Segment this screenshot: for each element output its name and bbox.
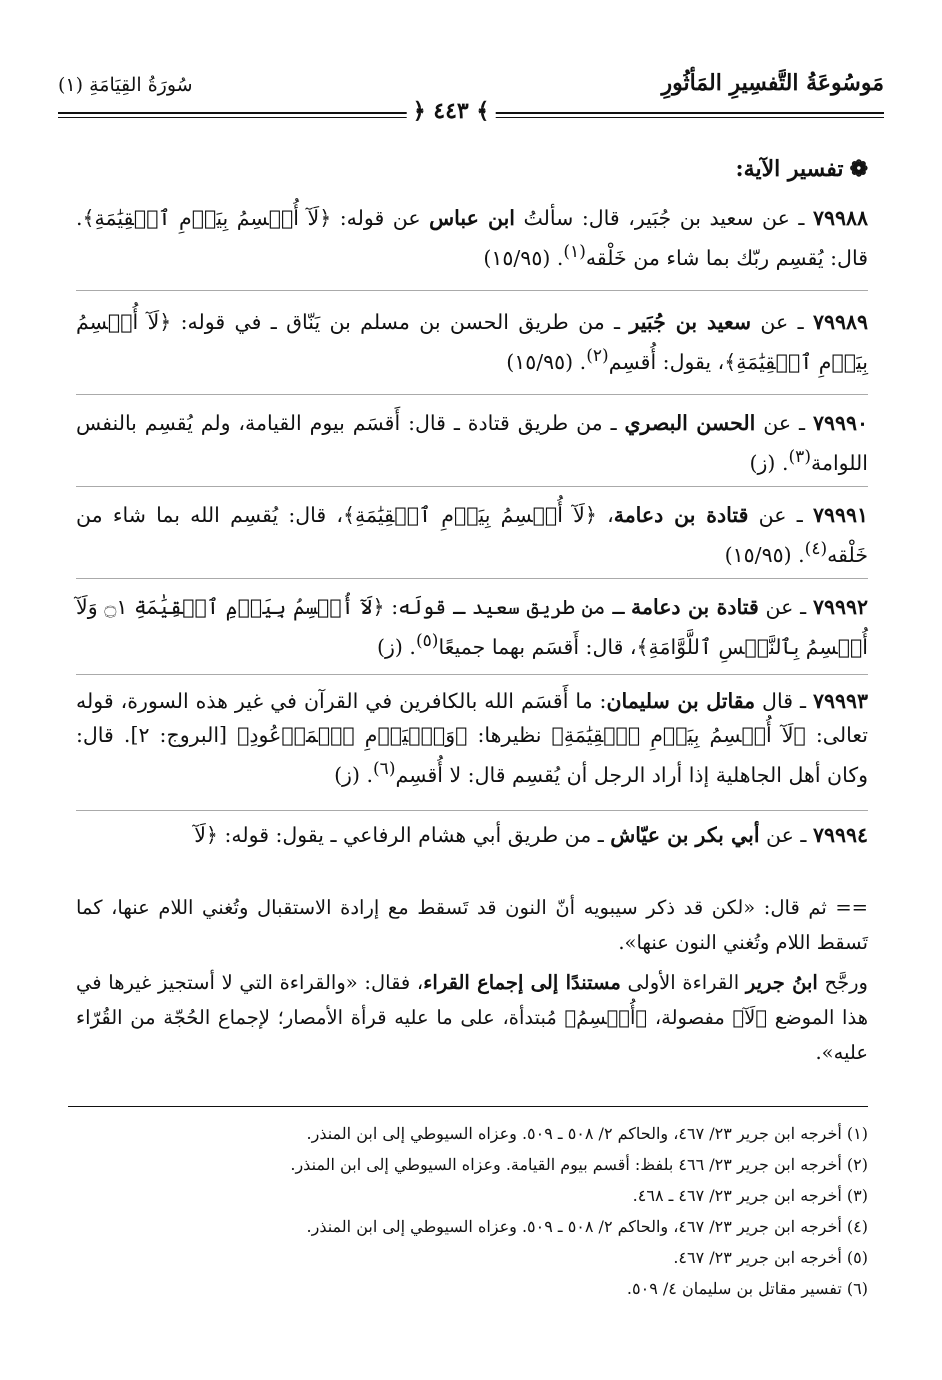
footnote-ref[interactable]: (٤) bbox=[804, 539, 828, 559]
entry-text: ـ من طريق أبي هشام الرفاعي ـ يقول: قوله: ﴿لَآ bbox=[194, 823, 611, 847]
entry-reference: . (ز) bbox=[749, 450, 789, 475]
entry-text: ـ عن bbox=[751, 310, 813, 334]
entry-number: ٧٩٩٨٨ bbox=[812, 206, 868, 230]
entry-reference: . (ز) bbox=[334, 762, 373, 787]
footnote-3: (٣) أخرجه ابن جرير ٢٣/ ٤٦٧ ـ ٤٦٨. bbox=[632, 1186, 868, 1205]
footnote-4: (٤) أخرجه ابن جرير ٢٣/ ٤٦٧، والحاكم ٢/ ٥٠٨ ـ ٥٠٩. وعزاه السيوطي إلى ابن المنذر. bbox=[306, 1217, 868, 1236]
narrator-name: مقاتل بن سليمان bbox=[606, 689, 756, 713]
footnote-ref[interactable]: (٢) bbox=[586, 346, 609, 366]
note-paragraph-1: == ثم قال: «لكن قد ذكر سيبويه أنّ النون قد تَسقط مع إرادة الاستقبال وتُغني اللام عنها، كما تَسقط اللام وتُغني النون عنها». bbox=[76, 896, 868, 954]
entry-text: ـ عن bbox=[758, 595, 813, 619]
narrator-name: قتادة بن دعامة bbox=[613, 503, 749, 527]
narrator-name: ابن عباس bbox=[429, 206, 515, 230]
footnote-rule bbox=[68, 1106, 868, 1107]
entry-number: ٧٩٩٩٤ bbox=[812, 823, 868, 847]
section-title: تفسير الآية: bbox=[735, 156, 844, 182]
footnote-6: (٦) تفسير مقاتل بن سليمان ٤/ ٥٠٩. bbox=[626, 1279, 868, 1298]
note-text: القراءة الأولى bbox=[620, 971, 746, 994]
section-heading bbox=[736, 156, 868, 182]
footnote-ref[interactable]: (٣) bbox=[788, 447, 811, 467]
footnote-2: (٢) أخرجه ابن جرير ٢٣/ ٤٦٦ بلفظ: أقسم بيوم القيامة. وعزاه السيوطي إلى ابن المنذر. bbox=[290, 1155, 868, 1174]
narrator-name: قتادة بن دعامة bbox=[630, 595, 759, 619]
entry-text: ـ من طريق الحسن بن مسلم بن يَنّاق ـ في قوله: ﴿لَآ أُقۡسِمُ بِيَوۡمِ ٱلۡقِيَٰمَةِ﴾، يقول: أُقسِم bbox=[76, 310, 868, 374]
footnote-ref[interactable]: (١) bbox=[563, 242, 586, 262]
entry-79992 bbox=[76, 590, 868, 664]
entry-number: ٧٩٩٩٠ bbox=[812, 411, 868, 435]
entry-79990 bbox=[76, 406, 868, 480]
narrator-name: أبي بكر بن عيّاش bbox=[610, 823, 760, 847]
scholar-name: ابنُ جرير bbox=[745, 971, 818, 994]
entry-text: : ما أَقسَم الله بالكافرين في القرآن في غير هذه السورة، قوله تعالى: ﴿لَآ أُقۡسِمُ بِيَوۡمِ ٱلۡقِيَٰمَةِ﴾ نظيرها: ﴿وَٱلۡيَوۡمِ ٱلۡمَوۡعُودِ﴾ [البروج: ٢]. قال: وكان أهل الجاهلية إذا أراد الرجل أن يُقسِم قال: لا أُقسِم bbox=[76, 689, 868, 787]
entry-text: ـ من طريق قتادة ـ قال: أَقسَم بيوم القيامة، ولم يُقسِم بالنفس اللوامة bbox=[76, 411, 868, 475]
book-title: مَوسُوعَةُ التَّفسِيرِ المَأثُورِ bbox=[661, 70, 884, 96]
entry-reference: . (ز) bbox=[377, 634, 416, 659]
note-text: ورجَّح bbox=[817, 971, 868, 994]
entry-divider bbox=[76, 290, 868, 291]
entry-reference: . (١٥/٩٥) bbox=[483, 245, 564, 270]
entry-79991 bbox=[76, 498, 868, 572]
entry-divider bbox=[76, 486, 868, 487]
footnote-ref[interactable]: (٦) bbox=[373, 759, 396, 779]
footnote-ref[interactable]: (٥) bbox=[415, 631, 439, 651]
entry-number: ٧٩٩٩٣ bbox=[812, 689, 868, 713]
note-text: ، فقال: «والقراءة التي لا أستجيز غيرها في هذا الموضع ﴿لَآ﴾ مفصولة، ﴿أُقۡسِمُ﴾ مُبتدأة، على ما عليه قرأة الأمصار؛ لإجماع الحُجّة من القُرّاء عليه». bbox=[76, 971, 868, 1064]
entry-number: ٧٩٩٩٢ bbox=[812, 595, 868, 619]
entry-text: ، ﴿لَآ أُقۡسِمُ بِيَوۡمِ ٱلۡقِيَٰمَةِ﴾، قال: يُقسِم الله بما شاء من خَلْقه bbox=[76, 503, 868, 567]
footnote-5: (٥) أخرجه ابن جرير ٢٣/ ٤٦٧. bbox=[673, 1248, 868, 1267]
entry-79988 bbox=[76, 201, 868, 275]
entry-text: ـ من طريق سعيد ـ قولَه: ﴿لَآ أُقۡسِمُ بِيَوۡمِ ٱلۡقِيَٰمَةِ ۝١ وَلَآ أُقۡسِمُ بِٱلنَّفۡسِ ٱللَّوَّامَةِ﴾، قال: أَقسَم بهما جميعًا bbox=[76, 595, 868, 659]
note-emphasis: مستندًا إلى إجماع القراء bbox=[423, 971, 621, 994]
footnote-1: (١) أخرجه ابن جرير ٢٣/ ٤٦٧، والحاكم ٢/ ٥٠٨ ـ ٥٠٩. وعزاه السيوطي إلى ابن المنذر. bbox=[306, 1124, 868, 1143]
entry-reference: . (١٥/٩٥) bbox=[506, 349, 587, 374]
entry-text: ـ عن سعيد بن جُبَير، قال: سألتُ bbox=[515, 206, 813, 230]
entry-text: ـ عن bbox=[759, 823, 813, 847]
entry-79994 bbox=[76, 818, 868, 852]
footnotes bbox=[76, 1118, 868, 1304]
entry-reference: . (١٥/٩٥) bbox=[724, 542, 805, 567]
entry-divider bbox=[76, 674, 868, 675]
surah-title: سُورَةُ القِيَامَةِ (١) bbox=[58, 74, 193, 96]
entry-text: عن قوله: ﴿لَآ أُقۡسِمُ بِيَوۡمِ ٱلۡقِيَٰمَةِ﴾. قال: يُقسِم ربّك بما شاء من خَلْقه bbox=[76, 206, 868, 270]
narrator-name: سعيد بن جُبَير bbox=[629, 310, 752, 334]
entry-text: ـ عن bbox=[748, 503, 813, 527]
entry-text: ـ قال bbox=[755, 689, 813, 713]
entry-divider bbox=[76, 810, 868, 811]
note-paragraph-2 bbox=[76, 965, 868, 1070]
narrator-name: الحسن البصري bbox=[624, 411, 756, 435]
entry-divider bbox=[76, 394, 868, 395]
entry-text: ـ عن bbox=[755, 411, 813, 435]
entry-number: ٧٩٩٩١ bbox=[812, 503, 868, 527]
entry-number: ٧٩٩٨٩ bbox=[812, 310, 868, 334]
entry-79989 bbox=[76, 305, 868, 379]
entry-divider bbox=[76, 578, 868, 579]
page-number: ﴾ ٤٤٣ ﴿ bbox=[407, 98, 496, 124]
flower-ornament-icon: ❁ bbox=[849, 156, 868, 182]
entry-79993 bbox=[76, 684, 868, 792]
